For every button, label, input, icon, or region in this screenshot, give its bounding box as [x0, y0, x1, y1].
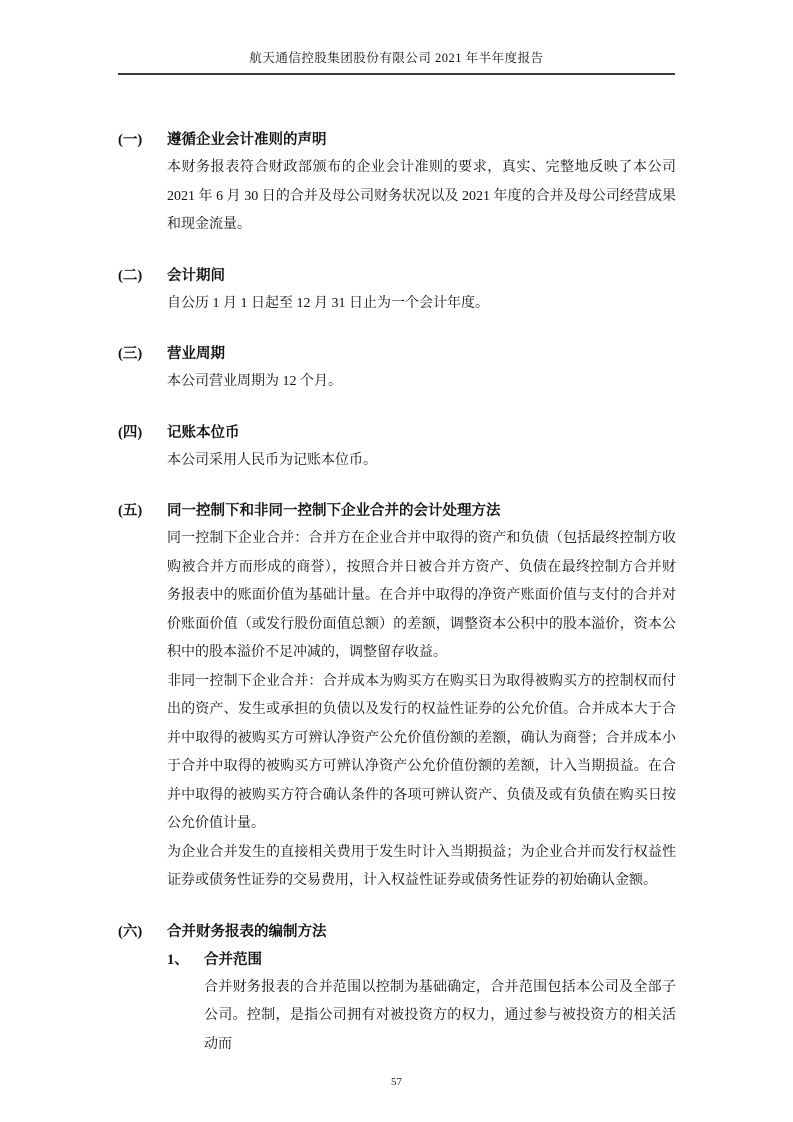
section-paragraph: 自公历 1 月 1 日起至 12 月 31 日止为一个会计年度。	[167, 295, 489, 311]
section-paragraph: 本公司采用人民币为记账本位币。	[167, 452, 377, 468]
section-title: 同一控制下和非同一控制下企业合并的会计处理方法	[167, 503, 501, 519]
section-heading	[118, 918, 676, 946]
section-3	[118, 340, 676, 397]
section-marker: (五)	[118, 503, 143, 519]
section-marker: (三)	[118, 346, 143, 362]
section-title: 记账本位币	[167, 424, 240, 441]
subsection-number: 1、	[167, 951, 189, 968]
section-title: 遵循企业会计准则的声明	[167, 132, 327, 148]
page-number: 57	[391, 1076, 402, 1088]
section-title: 会计期间	[167, 267, 225, 284]
section-4	[118, 419, 676, 476]
section-heading	[118, 262, 676, 290]
section-marker: (一)	[118, 132, 143, 148]
report-title: 航天通信控股集团股份有限公司 2021 年半年度报告	[249, 51, 544, 65]
section-paragraph: 同一控制下企业合并：合并方在企业合并中取得的资产和负债（包括最终控制方收购被合并方而形成的商誉），按照合并日被合并方资产、负债在最终控制方合并财务报表中的账面价值为基础计量。在合并中取得的净资产账面价值与支付的合并对价账面价值（或发行股份面值总额）的差额，调整资本公积中的股本溢价，资本公积中的股本溢价不足冲减的，调整留存收益。	[167, 531, 676, 660]
section-1	[118, 126, 676, 240]
section-marker: (四)	[118, 424, 143, 441]
section-marker: (二)	[118, 267, 143, 284]
page-content	[118, 126, 676, 1081]
subsection-title: 合并范围	[204, 951, 262, 968]
section-paragraph: 非同一控制下企业合并：合并成本为购买方在购买日为取得被购买方的控制权而付出的资产、发生或承担的负债以及发行的权益性证券的公允价值。合并成本大于合并中取得的被购买方可辨认净资产公允价值份额的差额，确认为商誉；合并成本小于合并中取得的被购买方可辨认净资产公允价值份额的差额，计入当期损益。在合并中取得的被购买方符合确认条件的各项可辨认资产、负债及或有负债在购买日按公允价值计量。	[167, 673, 676, 831]
section-heading	[118, 126, 676, 154]
section-paragraph: 本公司营业周期为 12 个月。	[167, 374, 342, 389]
section-6	[118, 918, 676, 1060]
section-heading	[118, 497, 676, 525]
section-heading	[118, 419, 676, 447]
section-2	[118, 262, 676, 319]
subsection-paragraph: 合并财务报表的合并范围以控制为基础确定，合并范围包括本公司及全部子公司。控制，是指公司拥有对被投资方的权力，通过参与被投资方的相关活动而	[204, 979, 676, 1052]
section-heading	[118, 340, 676, 368]
section-paragraph: 为企业合并发生的直接相关费用于发生时计入当期损益；为企业合并而发行权益性证券或债务性证券的交易费用，计入权益性证券或债务性证券的初始确认金额。	[167, 844, 676, 888]
section-paragraph: 本财务报表符合财政部颁布的企业会计准则的要求，真实、完整地反映了本公司 2021 年 6 月 30 日的合并及母公司财务状况以及 2021 年度的合并及母公司经营成果和现金流量。	[167, 160, 676, 232]
section-5	[118, 497, 676, 896]
section-title: 营业周期	[167, 346, 225, 362]
section-marker: (六)	[118, 923, 143, 940]
page-header	[118, 48, 675, 75]
section-title: 合并财务报表的编制方法	[167, 923, 327, 940]
subsection-heading	[167, 946, 676, 974]
